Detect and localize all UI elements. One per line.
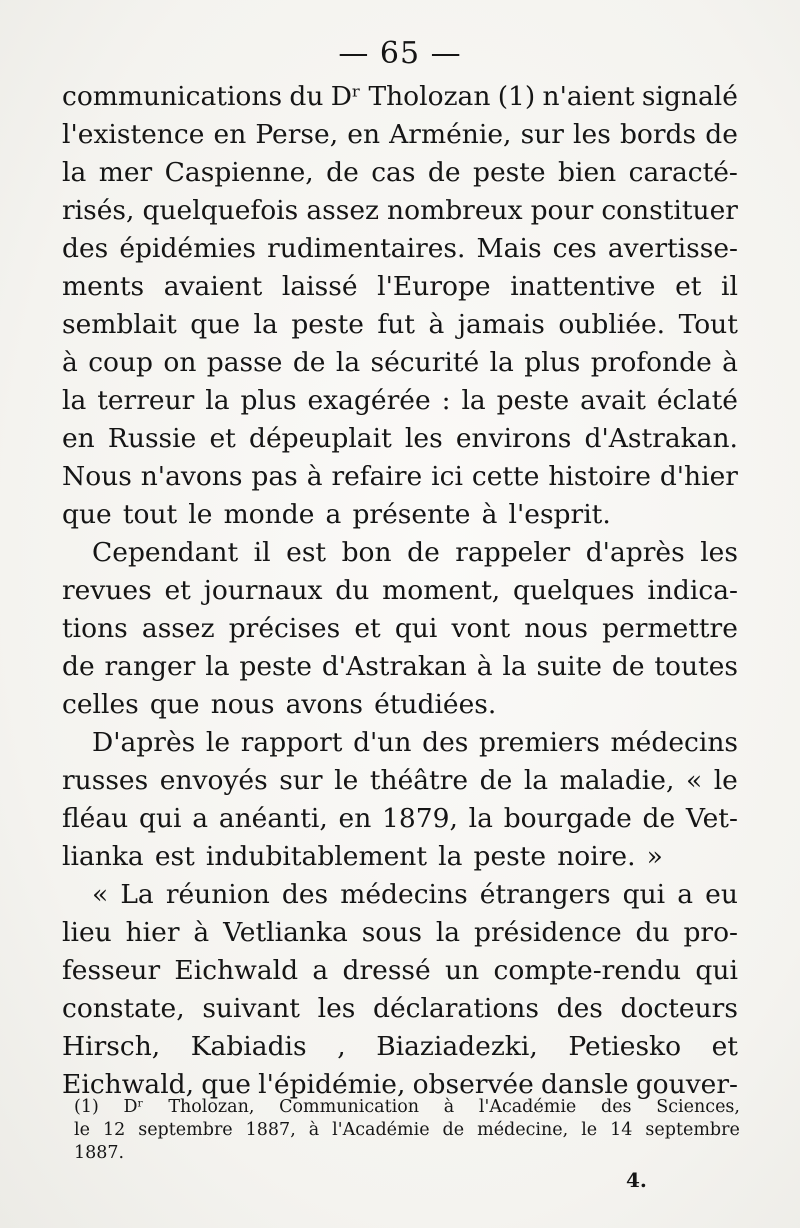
- paragraph: [62, 876, 738, 1104]
- text-line: lieu hier à Vetlianka sous la présidence du pro-: [62, 917, 738, 948]
- text-line: celles que nous avons étudiées.: [62, 689, 497, 720]
- text-line: fesseur Eichwald a dressé un compte-rendu qui: [62, 955, 738, 986]
- paragraph: [62, 78, 738, 534]
- text-line: lianka est indubitablement la peste noire. »: [62, 841, 663, 872]
- text-line: de ranger la peste d'Astrakan à la suite de toutes: [62, 651, 738, 682]
- text-line: Cependant il est bon de rappeler d'après les: [92, 537, 738, 568]
- text-line: D'après le rapport d'un des premiers médecins: [92, 727, 738, 758]
- text-line: « La réunion des médecins étrangers qui a eu: [92, 879, 738, 910]
- text-line: la terreur la plus exagérée : la peste avait éclaté: [62, 385, 738, 416]
- text-line: ments avaient laissé l'Europe inattentive et il: [62, 271, 738, 302]
- body-text: [62, 78, 738, 1104]
- footnote-line: (1) Dʳ Tholozan, Communication à l'Académie des Sciences,: [74, 1097, 740, 1117]
- text-line: semblait que la peste fut à jamais oubliée. Tout: [62, 309, 738, 340]
- text-line: à coup on passe de la sécurité la plus profonde à: [62, 347, 738, 378]
- text-line: l'existence en Perse, en Arménie, sur les bords de: [62, 119, 738, 150]
- signature-mark: 4.: [626, 1168, 647, 1192]
- text-line: que tout le monde a présente à l'esprit.: [62, 499, 611, 530]
- text-line: russes envoyés sur le théâtre de la maladie, « le: [62, 765, 738, 796]
- paragraph: [62, 724, 738, 876]
- footnote-line: le 12 septembre 1887, à l'Académie de médecine, le 14 septembre: [74, 1120, 740, 1140]
- paragraph: [62, 534, 738, 724]
- text-line: risés, quelquefois assez nombreux pour constituer: [62, 195, 738, 226]
- text-line: en Russie et dépeuplait les environs d'Astrakan.: [62, 423, 738, 454]
- text-line: fléau qui a anéanti, en 1879, la bourgade de Vet-: [62, 803, 738, 834]
- text-line: constate, suivant les déclarations des docteurs: [62, 993, 738, 1024]
- text-line: Nous n'avons pas à refaire ici cette histoire d'hier: [62, 461, 738, 492]
- footnote-line: 1887.: [74, 1143, 125, 1163]
- text-line: Hirsch, Kabiadis , Biaziadezki, Petiesko et: [62, 1031, 738, 1062]
- text-line: tions assez précises et qui vont nous permettre: [62, 613, 738, 644]
- text-line: revues et journaux du moment, quelques indica-: [62, 575, 738, 606]
- text-line: des épidémies rudimentaires. Mais ces avertisse-: [62, 233, 738, 264]
- page-number: — 65 —: [338, 36, 462, 71]
- footnotes: [74, 1096, 740, 1165]
- text-line: Eichwald, que l'épidémie, observée dansle gouver-: [62, 1069, 738, 1100]
- text-line: communications du Dʳ Tholozan (1) n'aient signalé: [62, 81, 738, 112]
- text-line: la mer Caspienne, de cas de peste bien caracté-: [62, 157, 738, 188]
